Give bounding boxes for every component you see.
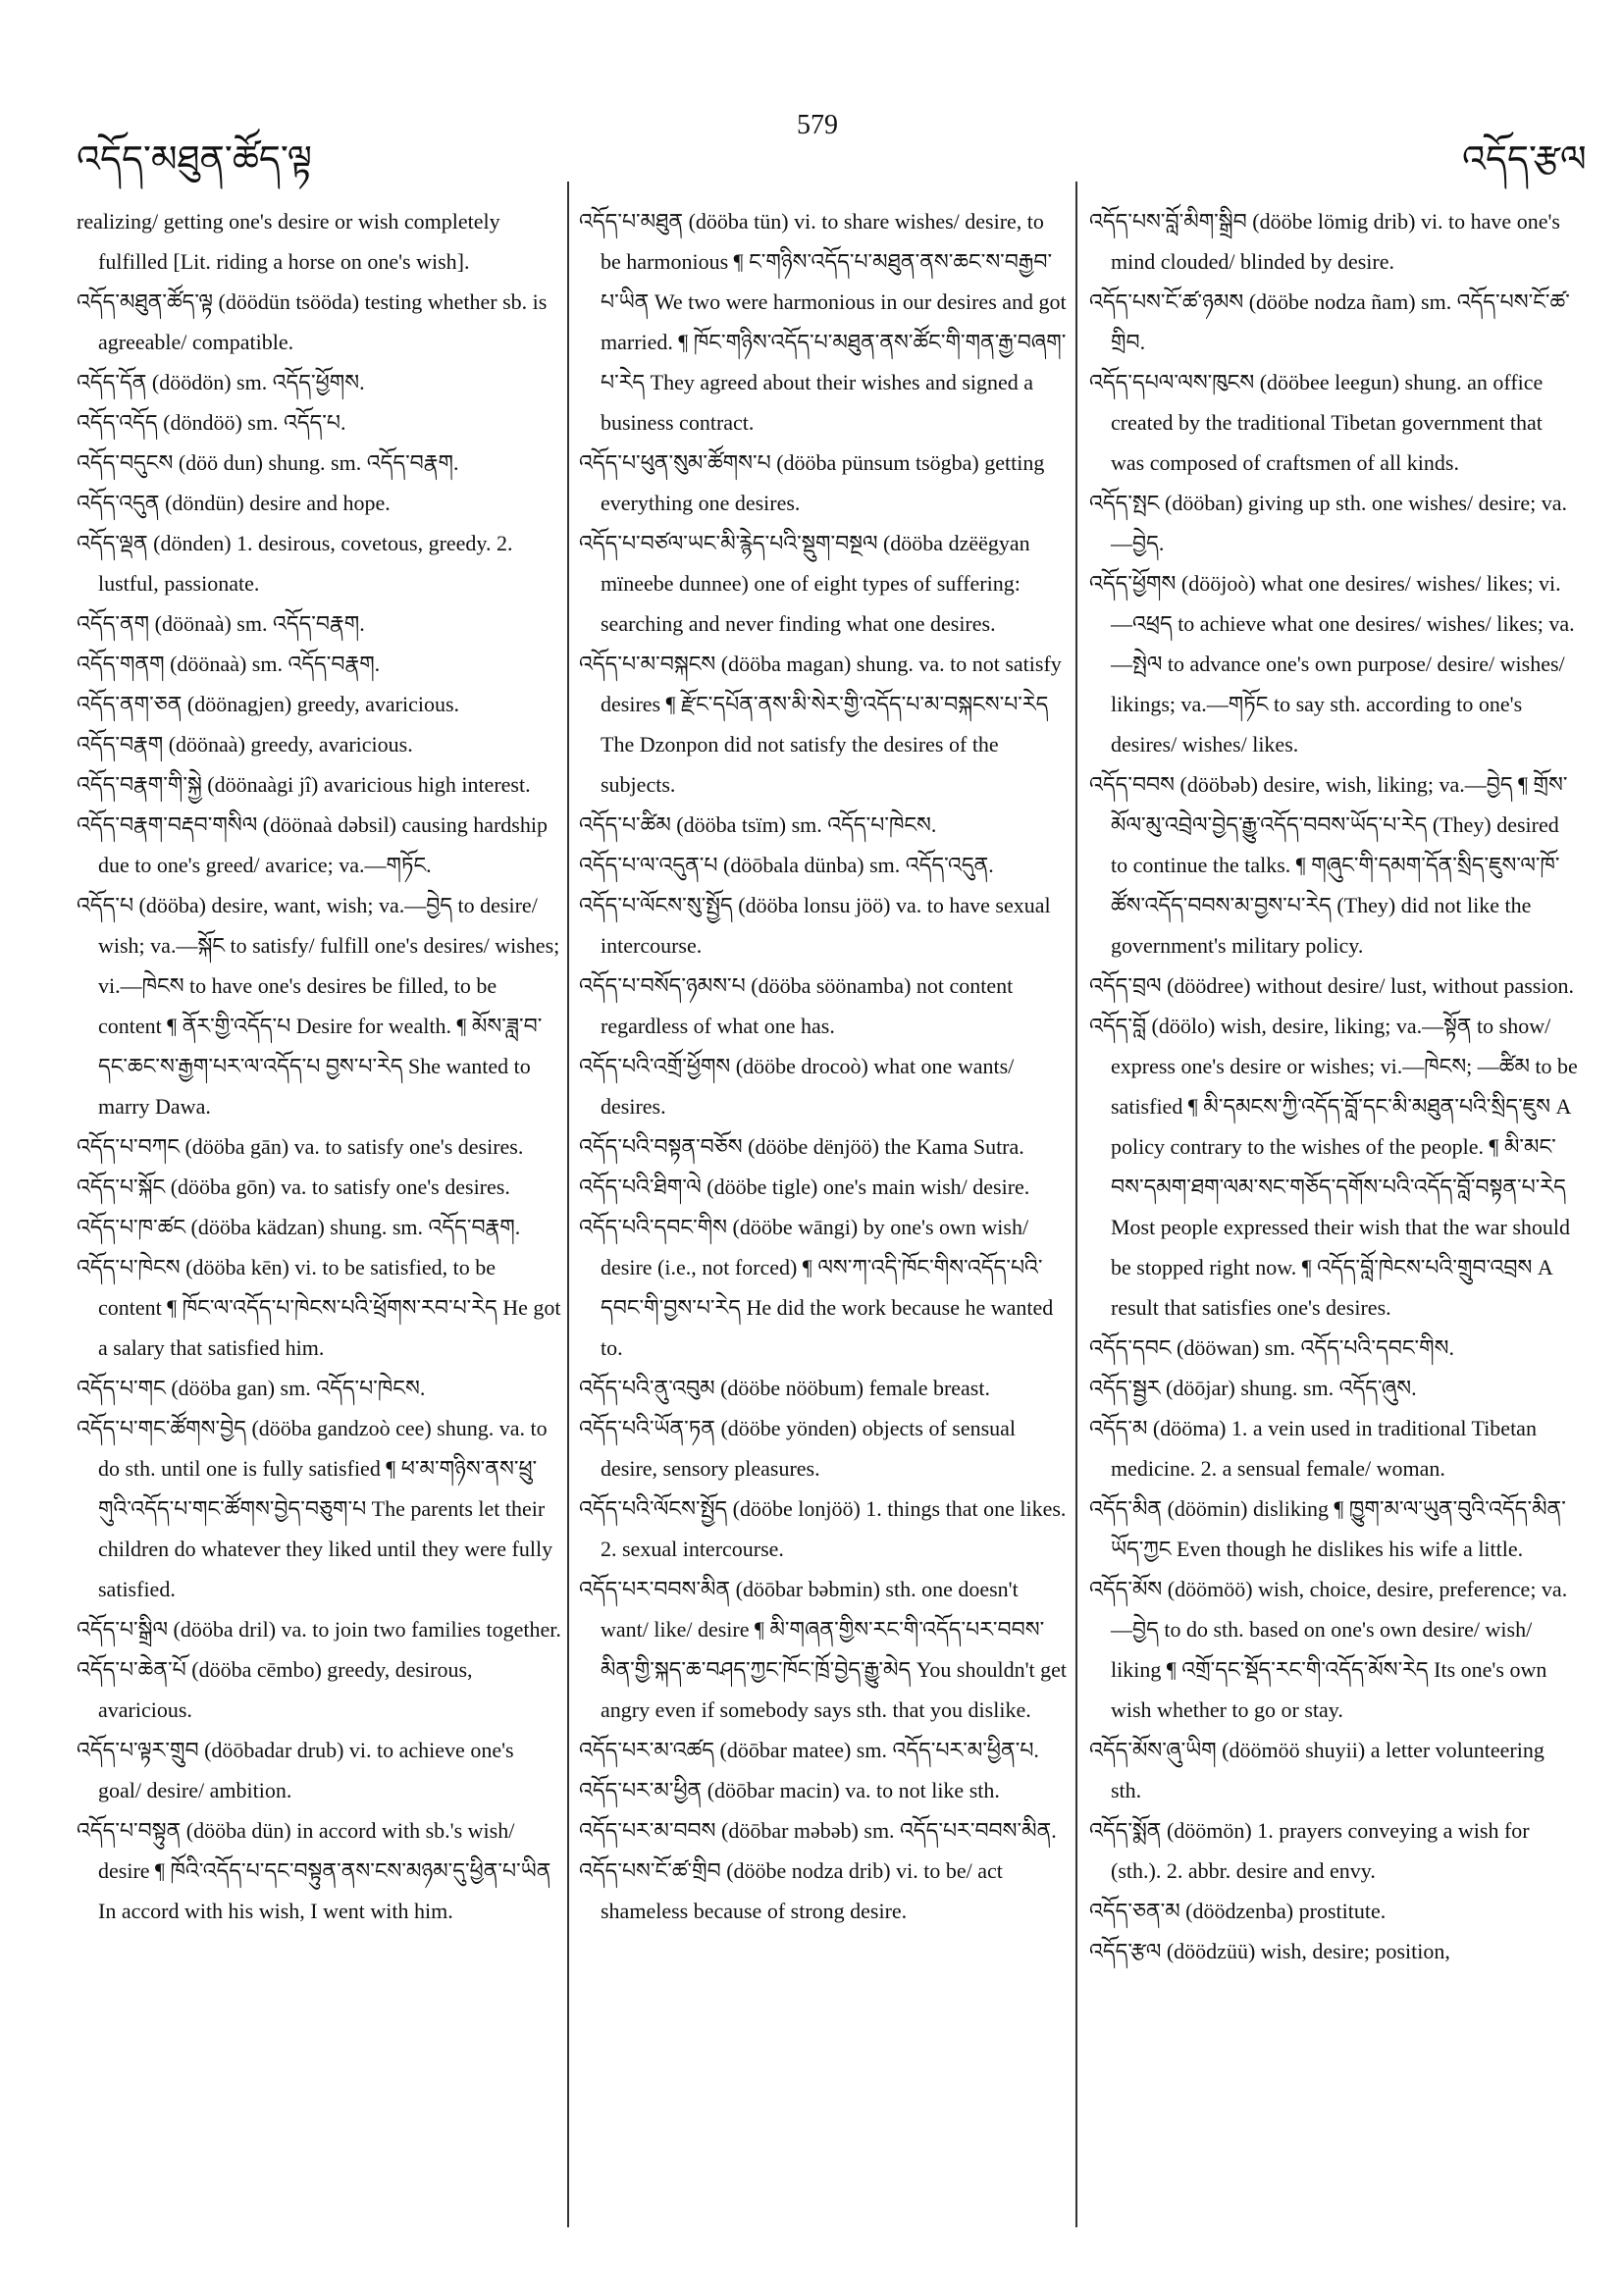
dictionary-entry: འདོད་པ་ལོངས་སུ་སྤྱོད (dööba lonsu jöö) va. to have sexual intercourse. xyxy=(579,893,1051,958)
dictionary-entry: འདོད་མོས་ཞུ་ཡིག (döömöö shuyii) a letter volunteering sth. xyxy=(1089,1738,1544,1802)
column-2 xyxy=(579,201,1070,1931)
dictionary-entry: འདོད་ལྡན (dönden) 1. desirous, covetous, greedy. 2. lustful, passionate. xyxy=(77,531,513,596)
dictionary-entry: འདོད་པ་ཁ་ཚང (dööba kädzan) shung. sm. འདོད་བརྣག. xyxy=(77,1215,521,1239)
dictionary-entry: འདོད་སྤང (dööban) giving up sth. one wishes/ desire; va.—བྱེད. xyxy=(1089,491,1567,555)
dictionary-entry: འདོད་དཔལ་ལས་ཁུངས (dööbee leegun) shung. an office created by the traditional Tibetan government that was composed of craftsmen of all kinds. xyxy=(1089,370,1544,475)
dictionary-entry: འདོད་མིན (döömin) disliking ¶ ཁྱུག་མ་ལ་ཡུན་བུའི་འདོད་མིན་ཡོད་ཀྱང Even though he dislikes his wife a little. xyxy=(1089,1496,1566,1561)
dictionary-entry: འདོད་པ་གང (dööba gan) sm. འདོད་པ་ཁེངས. xyxy=(77,1376,426,1400)
dictionary-entry: འདོད་པ་སྐོང (dööba gōn) va. to satisfy one's desires. xyxy=(77,1174,510,1199)
dictionary-entry: འདོད་བརྣག་བརྡབ་གསིལ (döönaà dəbsil) causing hardship due to one's greed/ avarice; va.—གཏོང. xyxy=(77,812,548,877)
dictionary-entry: འདོད་བློ (döölo) wish, desire, liking; va.—སྟོན to show/ express one's desire or wishes; vi.—ཁེངས; —ཚིམ to be satisfied ¶ མི་དམངས་ཀྱི་འདོད་བློ་དང་མི་མཐུན་པའི་སྲིད་ཇུས A policy contrary to the wishes of the people. ¶ མི་མང་བས་དམག་ཐག་ལམ་སང་གཅོད་དགོས་པའི་འདོད་བློ་བསྟན་པ་རེད Most people expressed their wish that the war should be stopped right now. ¶ འདོད་བློ་ཁེངས་པའི་གྲུབ་འབྲས A result that satisfies one's desires. xyxy=(1089,1014,1578,1320)
dictionary-entry: འདོད་པའི་ནུ་འབུམ (dööbe nööbum) female breast. xyxy=(579,1376,990,1400)
dictionary-entry: འདོད་དོན (döödön) sm. འདོད་ཕྱོགས. xyxy=(77,370,365,394)
dictionary-entry: འདོད་པར་མ་འཚད (döōbar matee) sm. འདོད་པར་མ་ཕྱིན་པ. xyxy=(579,1738,1039,1762)
column-divider xyxy=(1075,182,1077,2227)
dictionary-entry: འདོད་པ་མཐུན (dööba tün) vi. to share wishes/ desire, to be harmonious ¶ ང་གཉིས་འདོད་པ་མཐུན་ནས་ཆང་ས་བརྒྱབ་པ་ཡིན We two were harmonious in our desires and got married. ¶ ཁོང་གཉིས་འདོད་པ་མཐུན་ནས་ཚོང་གི་གན་རྒྱ་བཞག་པ་རེད They agreed about their wishes and signed a business contract. xyxy=(579,209,1067,435)
dictionary-entry: འདོད་ནག་ཅན (döönagjen) greedy, avaricious. xyxy=(77,692,460,716)
dictionary-entry: འདོད་ཅན་མ (döödzenba) prostitute. xyxy=(1089,1899,1387,1923)
dictionary-entry: འདོད་རྩལ (döödzüü) wish, desire; position, xyxy=(1089,1939,1450,1963)
dictionary-entry: འདོད་པས་བློ་མིག་སྒྲིབ (dööbe lömig drib) vi. to have one's mind clouded/ blinded by desire. xyxy=(1089,209,1560,274)
dictionary-entry: འདོད་གནག (döönaà) sm. འདོད་བརྣག. xyxy=(77,652,381,676)
page-number: 579 xyxy=(797,110,838,140)
dictionary-entry: འདོད་བརྣག (döönaà) greedy, avaricious. xyxy=(77,732,413,757)
dictionary-entry: realizing/ getting one's desire or wish completely fulfilled [Lit. riding a horse on one's wish]. xyxy=(77,209,500,274)
dictionary-entry: འདོད་པས་ངོ་ཚ་གྲིབ (dööbe nodza drib) vi. to be/ act shameless because of strong desire. xyxy=(579,1858,1003,1923)
dictionary-entry: འདོད་པ་གང་ཚོགས་བྱེད (dööba gandzoò cee) shung. va. to do sth. until one is fully satisfied ¶ ཕ་མ་གཉིས་ནས་ཕྲུ་གུའི་འདོད་པ་གང་ཚོགས་བྱེད་བཅུག་པ The parents let their children do whatever they liked until they were fully satisfied. xyxy=(77,1416,553,1601)
dictionary-entry: འདོད་པ་ཕུན་སུམ་ཚོགས་པ (dööba pünsum tsögba) getting everything one desires. xyxy=(579,450,1045,515)
dictionary-entry: འདོད་པ་བསོད་ཉམས་པ (dööba söönamba) not content regardless of what one has. xyxy=(579,973,1014,1038)
dictionary-entry: འདོད་པ་ཆེན་པོ (dööba cēmbo) greedy, desirous, avaricious. xyxy=(77,1657,473,1722)
guide-word-left: འདོད་མཐུན་ཚོད་ལྟ xyxy=(77,139,313,181)
dictionary-entry: འདོད་པ་ལྟར་གྲུབ (döōbadar drub) vi. to achieve one's goal/ desire/ ambition. xyxy=(77,1738,514,1802)
dictionary-entry: འདོད་བབས (dööbəb) desire, wish, liking; va.—བྱེད ¶ གྲོས་མོལ་མུ་འབྲེལ་བྱེད་རྒྱུ་འདོད་བབས་ཡོད་པ་རེད (They) desired to continue the talks. ¶ གཞུང་གི་དམག་དོན་སྲིད་ཇུས་ལ་ཁོ་ཚོས་འདོད་བབས་མ་བྱས་པ་རེད (They) did not like the government's military policy. xyxy=(1089,772,1568,958)
dictionary-entry: འདོད་བརྣག་གི་སྐྱེ (döönaàgi jî) avaricious high interest. xyxy=(77,772,531,797)
column-1 xyxy=(77,201,562,1931)
dictionary-entry: འདོད་མ (dööma) 1. a vein used in traditional Tibetan medicine. 2. a sensual female/ woman. xyxy=(1089,1416,1537,1481)
dictionary-entry: འདོད་མོས (döömöö) wish, choice, desire, preference; va.—བྱེད to do sth. based on one's own desire/ wish/ liking ¶ འགྲོ་དང་སྡོད་རང་གི་འདོད་མོས་རེད Its one's own wish whether to go or stay. xyxy=(1089,1577,1568,1722)
dictionary-entry: འདོད་ནག (döönaà) sm. འདོད་བརྣག. xyxy=(77,611,365,636)
dictionary-entry: འདོད་པ་ཁེངས (dööba kēn) vi. to be satisfied, to be content ¶ ཁོང་ལ་འདོད་པ་ཁེངས་པའི་ཕྲོགས་རབ་པ་རེད He got a salary that satisfied him. xyxy=(77,1255,561,1360)
dictionary-entry: འདོད་པའི་དབང་གིས (dööbe wāngi) by one's own wish/ desire (i.e., not forced) ¶ ལས་ཀ་འདི་ཁོང་གིས་འདོད་པའི་དབང་གི་བྱས་པ་རེད He did the work because he wanted to. xyxy=(579,1215,1054,1360)
dictionary-entry: འདོད་པར་མ་བབས (döōbar məbəb) sm. འདོད་པར་བབས་མིན. xyxy=(579,1818,1057,1843)
column-divider xyxy=(567,182,569,2227)
dictionary-entry: འདོད་པ (dööba) desire, want, wish; va.—བྱེད to desire/ wish; va.—སྐོང to satisfy/ fulfill one's desires/ wishes; vi.—ཁེངས to have one's desires be filled, to be content ¶ ནོར་གྱི་འདོད་པ Desire for wealth. ¶ མོས་ཟླ་བ་དང་ཆང་ས་རྒྱག་པར་ལ་འདོད་པ བྱས་པ་རེད She wanted to marry Dawa. xyxy=(77,893,560,1119)
dictionary-entry: འདོད་འདོད (döndöö) sm. འདོད་པ. xyxy=(77,410,346,435)
dictionary-entry: འདོད་པར་མ་ཕྱིན (döōbar macin) va. to not like sth. xyxy=(579,1778,1000,1802)
dictionary-entry: འདོད་པ་བཙལ་ཡང་མི་རྙེད་པའི་སྡུག་བསྔལ (dööba dzëëgyan mïneebe dunnee) one of eight types of suffering: searching and never finding what one desires. xyxy=(579,531,1030,636)
dictionary-entry: འདོད་པའི་ཐིག་ལེ (dööbe tigle) one's main wish/ desire. xyxy=(579,1174,1030,1199)
dictionary-entry: འདོད་པ་མ་བསྐངས (dööba magan) shung. va. to not satisfy desires ¶ རྫོང་དཔོན་ནས་མི་སེར་གྱི་འདོད་པ་མ་བསྐངས་པ་རེད The Dzonpon did not satisfy the desires of the subjects. xyxy=(579,652,1062,797)
dictionary-entry: འདོད་ཕྱོགས (dööjoò) what one desires/ wishes/ likes; vi.—འཕྲད to achieve what one desires/ wishes/ likes; va.—སྤེལ to advance one's own purpose/ desire/ wishes/ likings; va.—གཏོང to say sth. according to one's desires/ wishes/ likes. xyxy=(1089,571,1575,757)
dictionary-entry: འདོད་པ་སྒྲིལ (dööba dril) va. to join two families together. xyxy=(77,1617,561,1642)
dictionary-entry: འདོད་པ་ལ་འདུན་པ (döōbala dünba) sm. འདོད་འདུན. xyxy=(579,853,994,877)
dictionary-entry: འདོད་པར་བབས་མིན (döōbar bəbmin) sth. one doesn't want/ like/ desire ¶ མི་གཞན་གྱིས་རང་གི་འདོད་པར་བབས་མིན་གྱི་སྐད་ཆ་བཤད་ཀྱང་ཁོང་ཁྲོ་བྱེད་རྒྱུ་མེད You shouldn't get angry even if somebody says sth. that you dislike. xyxy=(579,1577,1068,1722)
dictionary-entry: འདོད་པ་བསྟུན (dööba dün) in accord with sb.'s wish/ desire ¶ ཁོའི་འདོད་པ་དང་བསྟུན་ནས་ངས་མཉམ་དུ་ཕྱིན་པ་ཡིན In accord with his wish, I went with him. xyxy=(77,1818,551,1923)
dictionary-entry: འདོད་པའི་ཡོན་ཏན (dööbe yönden) objects of sensual desire, sensory pleasures. xyxy=(579,1416,1017,1481)
dictionary-entry: འདོད་སྦྱར (döōjar) shung. sm. འདོད་ཞུས. xyxy=(1089,1376,1417,1400)
column-3 xyxy=(1089,201,1580,1971)
dictionary-entry: འདོད་པ་བཀང (dööba gān) va. to satisfy one's desires. xyxy=(77,1134,524,1159)
dictionary-entry: འདོད་པའི་ལོངས་སྤྱོད (dööbe lonjöö) 1. things that one likes. 2. sexual intercourse. xyxy=(579,1496,1067,1561)
dictionary-entry: འདོད་མཐུན་ཚོད་ལྟ (döödün tsööda) testing whether sb. is agreeable/ compatible. xyxy=(77,289,548,354)
dictionary-entry: འདོད་དབང (dööwan) sm. འདོད་པའི་དབང་གིས. xyxy=(1089,1335,1454,1360)
dictionary-entry: འདོད་འདུན (döndün) desire and hope. xyxy=(77,491,391,515)
dictionary-entry: འདོད་པ་ཚིམ (dööba tsïm) sm. འདོད་པ་ཁེངས. xyxy=(579,812,937,837)
dictionary-entry: འདོད་བདུངས (döö dun) shung. sm. འདོད་བརྣག. xyxy=(77,450,459,475)
page-header xyxy=(0,0,1623,186)
dictionary-entry: འདོད་པའི་བསྟན་བཅོས (dööbe dënjöö) the Kama Sutra. xyxy=(579,1134,1024,1159)
dictionary-entry: འདོད་པའི་འགྲོ་ཕྱོགས (dööbe drocoò) what one wants/ desires. xyxy=(579,1054,1015,1119)
dictionary-entry: འདོད་བྲལ (döödree) without desire/ lust, without passion. xyxy=(1089,973,1574,998)
guide-word-right: འདོད་རྩལ xyxy=(1462,139,1587,181)
dictionary-entry: འདོད་སྨོན (döömön) 1. prayers conveying a wish for (sth.). 2. abbr. desire and envy. xyxy=(1089,1818,1530,1883)
dictionary-entry: འདོད་པས་ངོ་ཚ་ཉམས (dööbe nodza ñam) sm. འདོད་པས་ངོ་ཚ་གྲིབ. xyxy=(1089,289,1570,354)
